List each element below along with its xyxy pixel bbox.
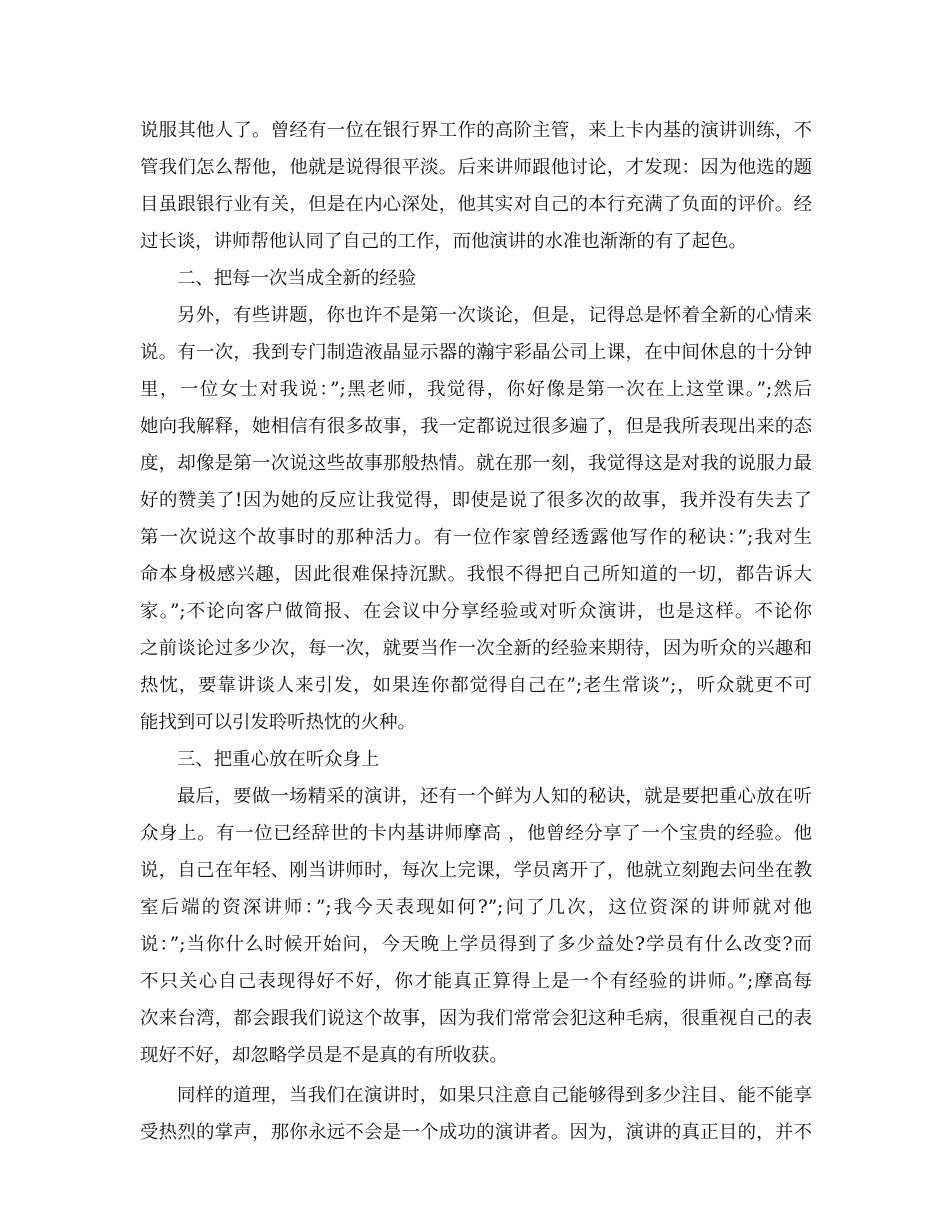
paragraph-line: 里，一位女士对我说：”;黑老师，我觉得，你好像是第一次在上这堂课。”;然后 <box>140 379 812 400</box>
paragraph <box>140 778 812 1074</box>
paragraph-line: 室后端的资深讲师：”;我今天表现如何?”;问了几次，这位资深的讲师就对他 <box>140 897 812 918</box>
paragraph-line: 管我们怎么帮他，他就是说得很平淡。后来讲师跟他讨论，才发现：因为他选的题 <box>140 157 812 178</box>
paragraph <box>140 297 812 741</box>
paragraph-line: 不只关心自己表现得好不好，你才能真正算得上是一个有经验的讲师。”;摩高每 <box>140 971 812 992</box>
paragraph-line: 过长谈，讲师帮他认同了自己的工作，而他演讲的水准也渐渐的有了起色。 <box>140 231 747 252</box>
paragraph-line: 说。有一次，我到专门制造液晶显示器的瀚宇彩晶公司上课，在中间休息的十分钟 <box>140 342 812 363</box>
paragraph-line: 最后，要做一场精采的演讲，还有一个鲜为人知的秘诀，就是要把重心放在听 <box>177 786 812 807</box>
paragraph <box>140 1077 812 1151</box>
paragraph <box>140 112 812 260</box>
document-page <box>140 112 812 1151</box>
paragraph-line: 热忱，要靠讲谈人来引发，如果连你都觉得自己在”;老生常谈”;，听众就更不可 <box>140 675 812 696</box>
paragraph-line: 众身上。有一位已经辞世的卡内基讲师摩高 ，他曾经分享了一个宝贵的经验。他 <box>140 823 812 844</box>
paragraph-line: 家。”;不论向客户做简报、在会议中分享经验或对听众演讲，也是这样。不论你 <box>140 601 812 622</box>
paragraph-line: 能找到可以引发聆听热忱的火种。 <box>140 712 416 733</box>
paragraph-line: 目虽跟银行业有关，但是在内心深处，他其实对自己的本行充满了负面的评价。经 <box>140 194 812 215</box>
paragraph-line: 现好不好，却忽略学员是不是真的有所收获。 <box>140 1045 508 1066</box>
paragraph-line: 命本身极感兴趣，因此很难保持沉默。我恨不得把自己所知道的一切，都告诉大 <box>140 564 812 585</box>
paragraph-line: 说：”;当你什么时候开始问，今天晚上学员得到了多少益处?学员有什么改变?而 <box>140 934 812 955</box>
paragraph-line: 次来台湾，都会跟我们说这个故事，因为我们常常会犯这种毛病，很重视自己的表 <box>140 1008 812 1029</box>
paragraph-line: 她向我解释，她相信有很多故事，我一定都说过很多遍了，但是我所表现出来的态 <box>140 416 812 437</box>
section-heading: 三、把重心放在听众身上 <box>177 749 380 770</box>
paragraph-line: 度，却像是第一次说这些故事那般热情。就在那一刻，我觉得这是对我的说服力最 <box>140 453 812 474</box>
paragraph-line: 另外，有些讲题，你也许不是第一次谈论，但是，记得总是怀着全新的心情来 <box>177 305 812 326</box>
section-heading: 二、把每一次当成全新的经验 <box>177 268 417 289</box>
paragraph-line: 之前谈论过多少次，每一次，就要当作一次全新的经验来期待，因为听众的兴趣和 <box>140 638 812 659</box>
paragraph-line: 受热烈的掌声，那你永远不会是一个成功的演讲者。因为，演讲的真正目的，并不 <box>140 1122 812 1143</box>
paragraph-line: 第一次说这个故事时的那种活力。有一位作家曾经透露他写作的秘诀：”;我对生 <box>140 527 812 548</box>
paragraph-line: 说服其他人了。曾经有一位在银行界工作的高阶主管，来上卡内基的演讲训练，不 <box>140 120 812 141</box>
paragraph-line: 好的赞美了!因为她的反应让我觉得，即使是说了很多次的故事，我并没有失去了 <box>140 490 812 511</box>
paragraph-line: 同样的道理，当我们在演讲时，如果只注意自己能够得到多少注目、能不能享 <box>177 1085 812 1106</box>
paragraph-line: 说，自己在年轻、刚当讲师时，每次上完课，学员离开了，他就立刻跑去问坐在教 <box>140 860 812 881</box>
